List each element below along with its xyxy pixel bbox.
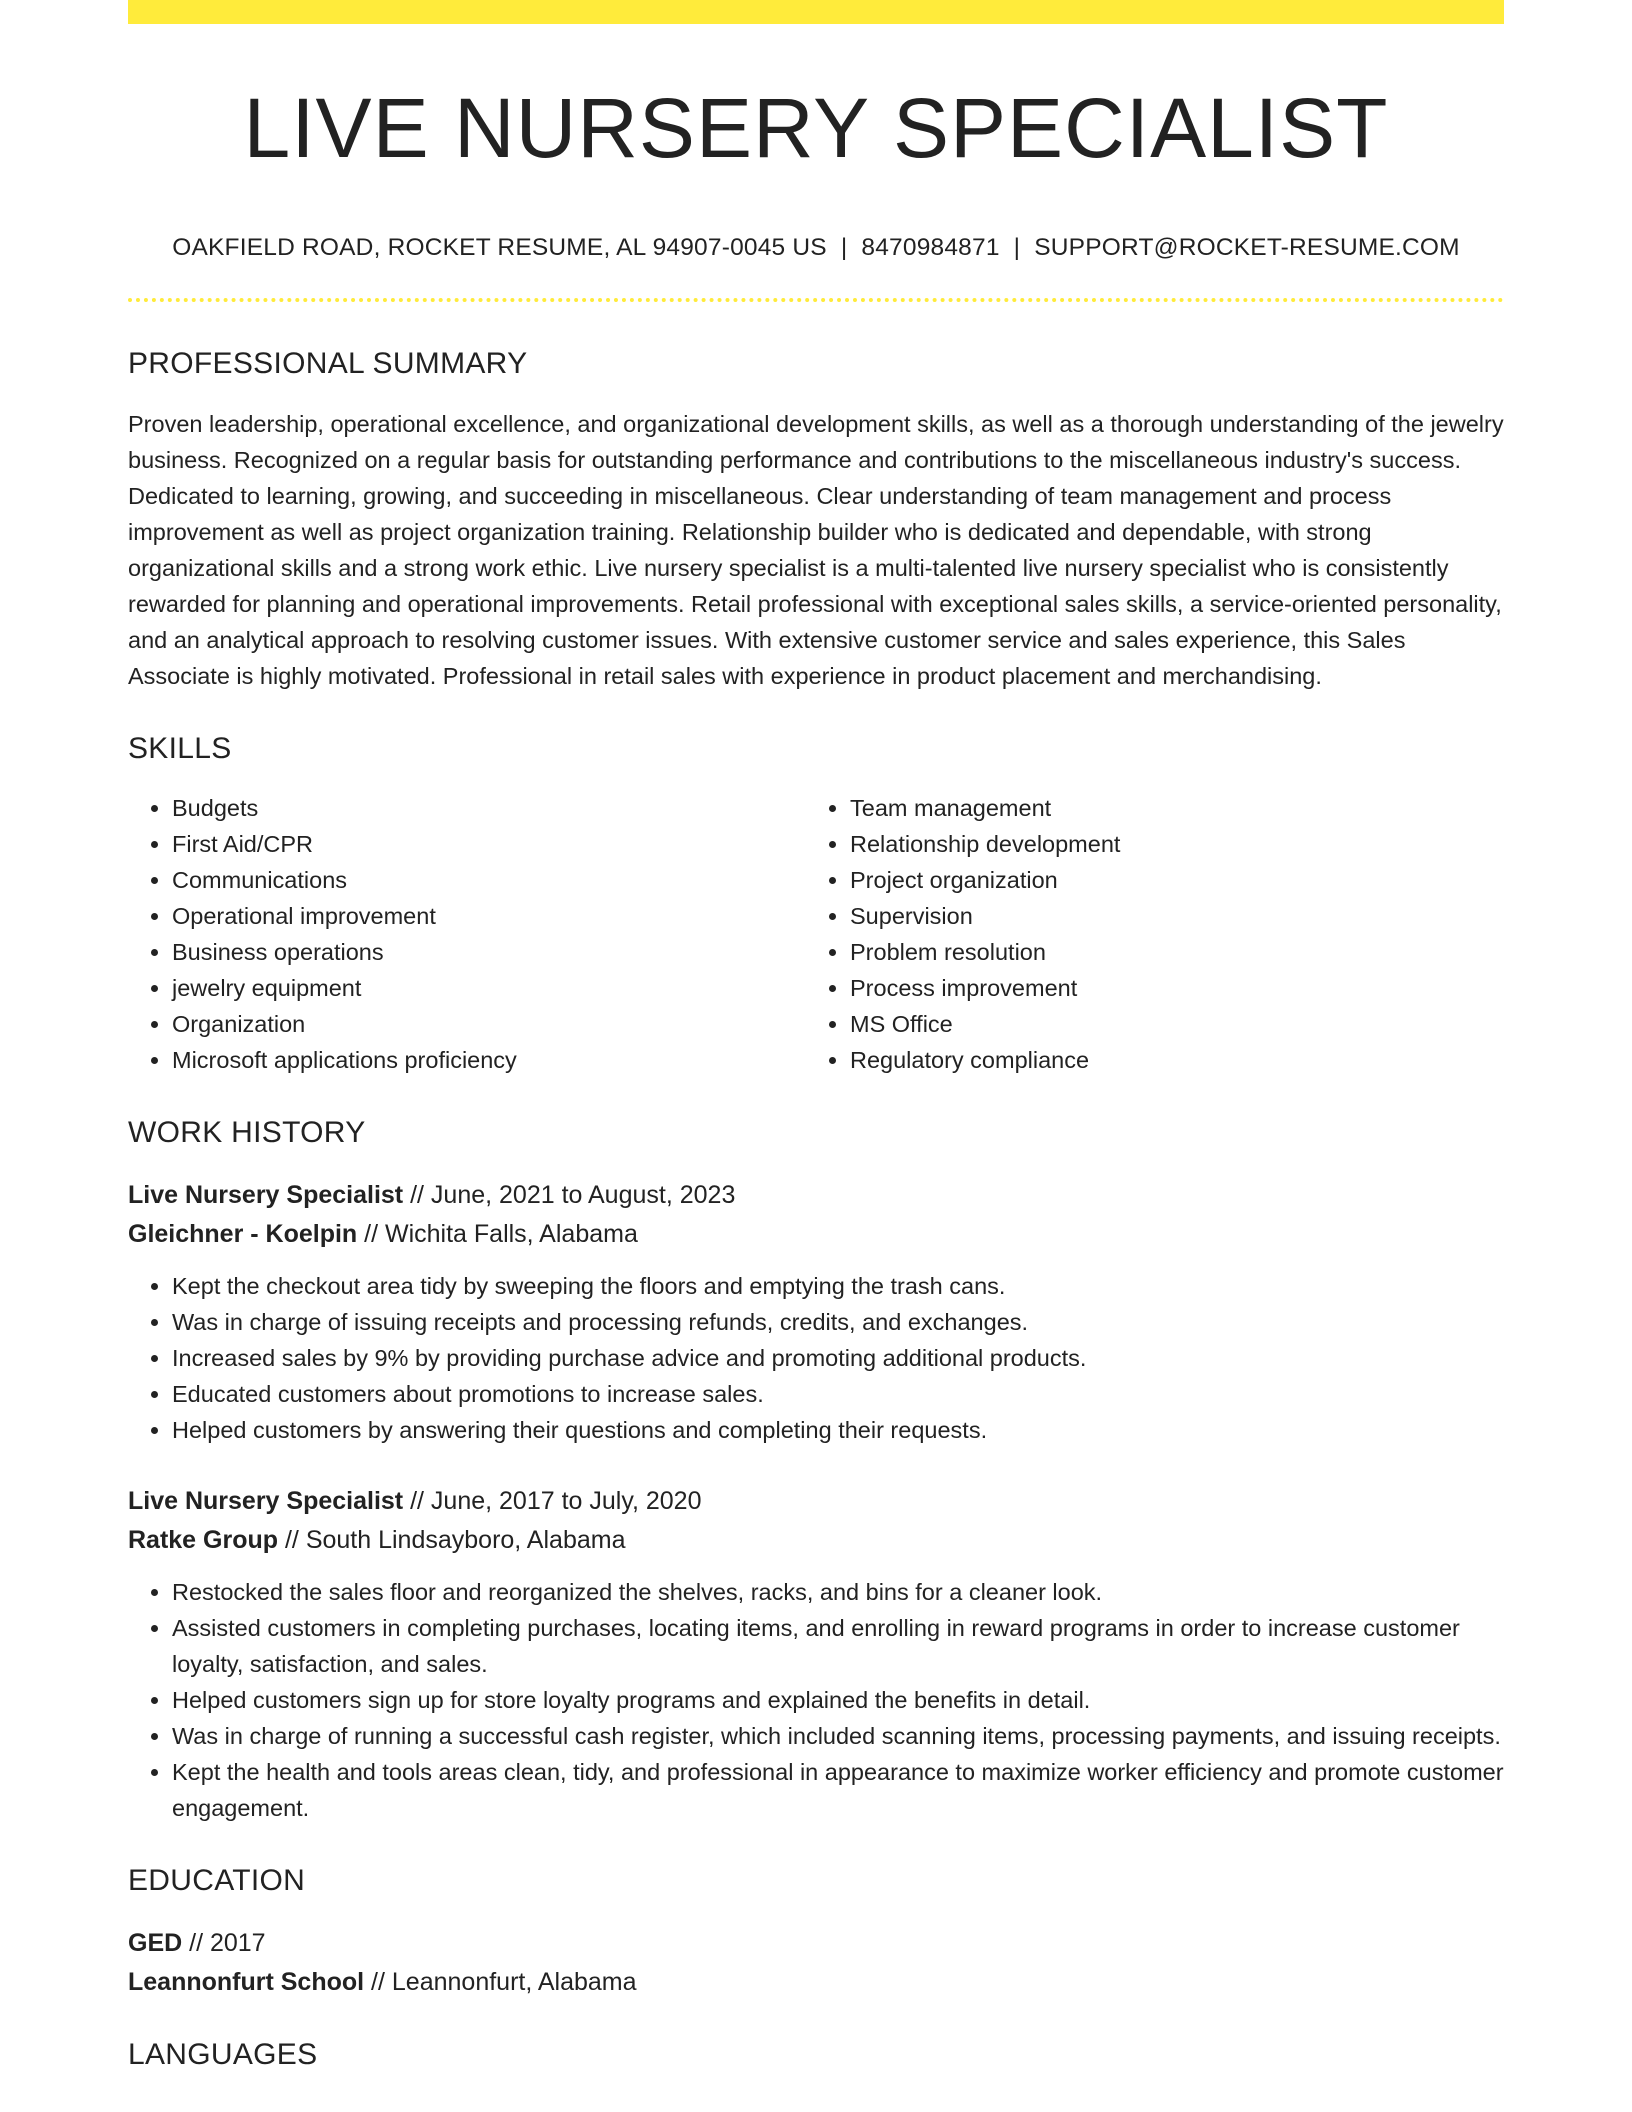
contact-email: SUPPORT@ROCKET-RESUME.COM bbox=[1034, 234, 1460, 262]
job-bullet: • Helped customers by answering their questions and completing their requests. bbox=[172, 1412, 1504, 1448]
contact-address: OAKFIELD ROAD, ROCKET RESUME, AL 94907-0045 US bbox=[172, 234, 827, 262]
summary-text: Proven leadership, operational excellence, and organizational development skills, as well as a thorough understanding of the jewelry business. Recognized on a regular basis for outstanding performance and contributions to the miscellaneous industry's success. Dedicated to learning, growing, and succeeding in miscellaneous. Clear understanding of team management and process improvement as well as project organization training. Relationship builder who is dedicated and dependable, with strong organizational skills and a strong work ethic. Live nursery specialist is a multi-talented live nursery specialist who is consistently rewarded for planning and operational improvements. Retail professional with exceptional sales skills, a service-oriented personality, and an analytical approach to resolving customer issues. With extensive customer service and sales experience, this Sales Associate is highly motivated. Professional in retail sales with experience in product placement and merchandising. bbox=[128, 411, 1504, 690]
school-name: Leannonfurt School bbox=[128, 1968, 365, 1997]
education-entry bbox=[128, 1924, 1504, 2002]
job-title: Live Nursery Specialist bbox=[128, 1487, 404, 1516]
degree-year: // 2017 bbox=[182, 1929, 266, 1958]
school-location: // Leannonfurt, Alabama bbox=[364, 1968, 637, 1997]
skill-item: • First Aid/CPR bbox=[172, 826, 806, 862]
skills-column-left bbox=[128, 790, 806, 1078]
candidate-name: LIVE NURSERY SPECIALIST bbox=[243, 81, 1389, 175]
degree: GED bbox=[128, 1929, 183, 1958]
job-bullet: • Kept the health and tools areas clean, tidy, and professional in appearance to maximize worker efficiency and promote customer engagement. bbox=[172, 1754, 1504, 1826]
contact-separator: | bbox=[1013, 234, 1021, 262]
skills-list bbox=[128, 790, 1504, 1078]
job-title: Live Nursery Specialist bbox=[128, 1181, 404, 1210]
job-bullet: • Assisted customers in completing purchases, locating items, and enrolling in reward programs in order to increase customer loyalty, satisfaction, and sales. bbox=[172, 1610, 1504, 1682]
company-name: Ratke Group bbox=[128, 1526, 279, 1555]
school-line bbox=[128, 1963, 1504, 2002]
skill-item: • Regulatory compliance bbox=[850, 1042, 1484, 1078]
contact-phone: 8470984871 bbox=[861, 234, 1000, 262]
company-name: Gleichner - Koelpin bbox=[128, 1220, 358, 1249]
skill-item: • MS Office bbox=[850, 1006, 1484, 1042]
skill-item: • Relationship development bbox=[850, 826, 1484, 862]
skill-item: • Problem resolution bbox=[850, 934, 1484, 970]
job-title-line bbox=[128, 1176, 1504, 1215]
skill-item: • Project organization bbox=[850, 862, 1484, 898]
skill-item: • Organization bbox=[172, 1006, 806, 1042]
job-bullets bbox=[128, 1268, 1504, 1448]
summary-heading: PROFESSIONAL SUMMARY bbox=[128, 347, 528, 381]
job-bullet: • Increased sales by 9% by providing purchase advice and promoting additional products. bbox=[172, 1340, 1504, 1376]
degree-line bbox=[128, 1924, 1504, 1963]
job-title-line bbox=[128, 1482, 1504, 1521]
skills-column-right bbox=[806, 790, 1484, 1078]
education-heading: EDUCATION bbox=[128, 1864, 306, 1898]
job-bullet: • Was in charge of issuing receipts and processing refunds, credits, and exchanges. bbox=[172, 1304, 1504, 1340]
resume-page bbox=[128, 0, 1504, 2072]
skill-item: • Microsoft applications proficiency bbox=[172, 1042, 806, 1078]
job-bullet: • Educated customers about promotions to increase sales. bbox=[172, 1376, 1504, 1412]
job-bullets bbox=[128, 1574, 1504, 1826]
skill-item: • Supervision bbox=[850, 898, 1484, 934]
company-location: // Wichita Falls, Alabama bbox=[357, 1220, 638, 1249]
languages-heading: LANGUAGES bbox=[128, 2038, 318, 2072]
job-dates: // June, 2021 to August, 2023 bbox=[403, 1181, 736, 1210]
job-entry bbox=[128, 1482, 1504, 1826]
contact-line bbox=[128, 234, 1504, 262]
skill-item: • Budgets bbox=[172, 790, 806, 826]
job-entry bbox=[128, 1176, 1504, 1448]
skill-item: • Operational improvement bbox=[172, 898, 806, 934]
job-bullet: • Helped customers sign up for store loyalty programs and explained the benefits in detail. bbox=[172, 1682, 1504, 1718]
skill-item: • jewelry equipment bbox=[172, 970, 806, 1006]
skill-item: • Communications bbox=[172, 862, 806, 898]
job-bullet: • Kept the checkout area tidy by sweeping the floors and emptying the trash cans. bbox=[172, 1268, 1504, 1304]
skill-item: • Business operations bbox=[172, 934, 806, 970]
company-location: // South Lindsayboro, Alabama bbox=[278, 1526, 626, 1555]
dotted-divider bbox=[128, 298, 1504, 302]
company-line bbox=[128, 1521, 1504, 1560]
skills-heading: SKILLS bbox=[128, 732, 232, 766]
skill-item: • Team management bbox=[850, 790, 1484, 826]
work-history-heading: WORK HISTORY bbox=[128, 1116, 366, 1150]
accent-top-bar bbox=[128, 0, 1504, 24]
contact-separator: | bbox=[840, 234, 848, 262]
job-bullet: • Was in charge of running a successful cash register, which included scanning items, processing payments, and issuing receipts. bbox=[172, 1718, 1504, 1754]
job-dates: // June, 2017 to July, 2020 bbox=[403, 1487, 702, 1516]
skill-item: • Process improvement bbox=[850, 970, 1484, 1006]
company-line bbox=[128, 1215, 1504, 1254]
job-bullet: • Restocked the sales floor and reorganized the shelves, racks, and bins for a cleaner look. bbox=[172, 1574, 1504, 1610]
